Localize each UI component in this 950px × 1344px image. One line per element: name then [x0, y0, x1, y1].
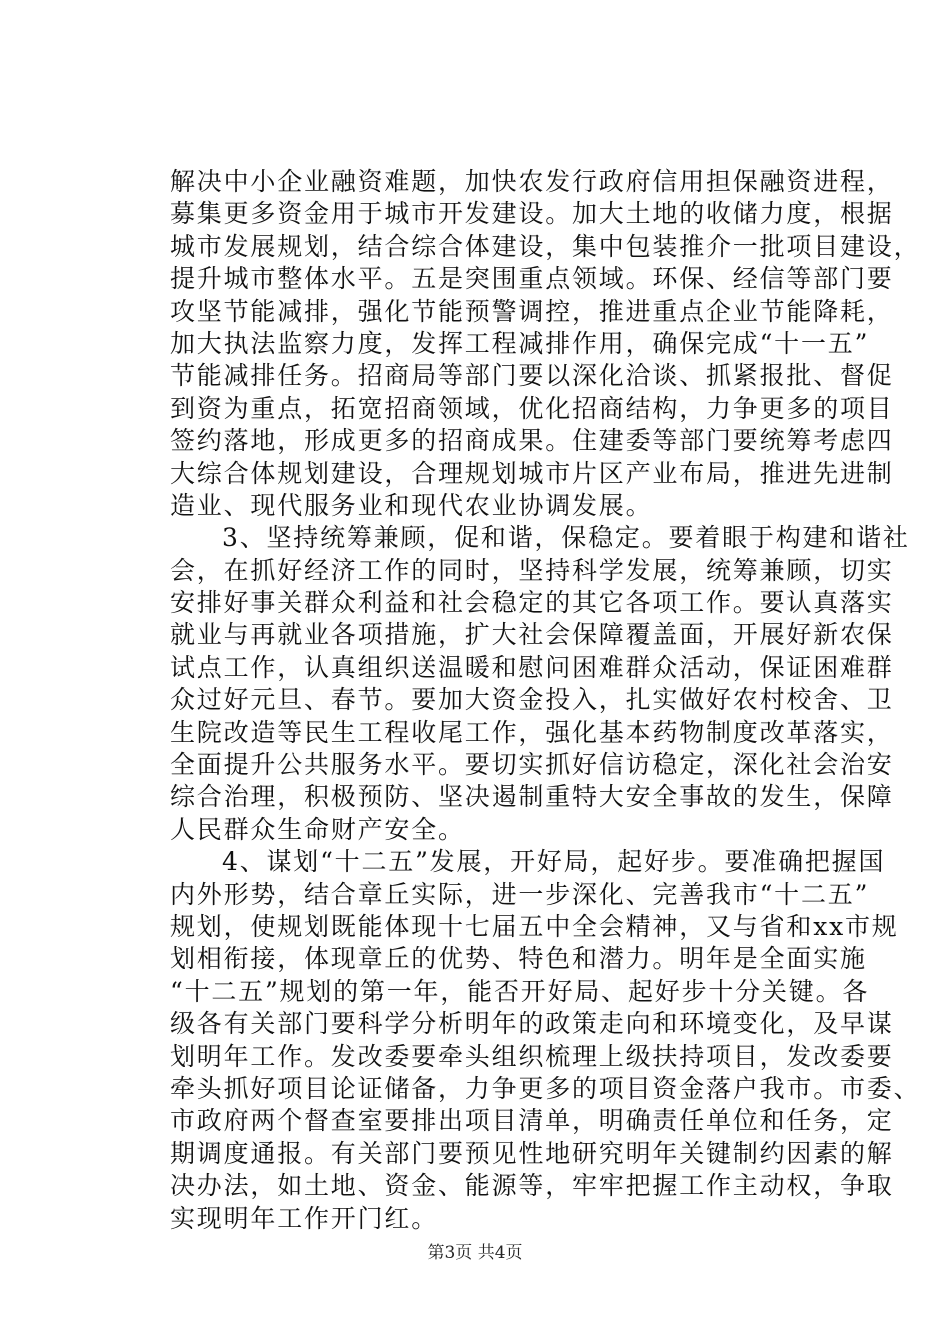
- text-line: 节能减排任务。招商局等部门要以深化洽谈、抓紧报批、督促: [170, 361, 894, 391]
- text-line: 解决中小企业融资难题，加快农发行政府信用担保融资进程，: [170, 167, 894, 196]
- text-line: 生院改造等民生工程收尾工作，强化基本药物制度改革落实，: [170, 717, 894, 747]
- text-line: 会，在抓好经济工作的同时，坚持科学发展，统筹兼顾，切实: [170, 555, 894, 585]
- text-line: 实现明年工作开门红。: [170, 1203, 439, 1233]
- text-line: 决办法，如土地、资金、能源等，牢牢把握工作主动权，争取: [170, 1171, 894, 1201]
- text-line: 划相衔接，体现章丘的优势、特色和潜力。明年是全面实施: [170, 944, 867, 974]
- text-line: 牵头抓好项目论证储备，力争更多的项目资金落户我市。市委、: [170, 1073, 921, 1103]
- text-line: “十二五”规划的第一年，能否开好局、起好步十分关键。各: [170, 976, 870, 1006]
- text-line: 就业与再就业各项措施，扩大社会保障覆盖面，开展好新农保: [170, 620, 894, 650]
- paragraph-start-line: 3、坚持统筹兼顾，促和谐，保稳定。要着眼于构建和谐社: [222, 523, 910, 553]
- text-line: 试点工作，认真组织送温暖和慰问困难群众活动，保证困难群: [170, 652, 894, 682]
- text-line: 城市发展规划，结合综合体建设，集中包装推介一批项目建设，: [170, 231, 921, 261]
- body-text: [170, 166, 921, 1235]
- text-line: 级各有关部门要科学分析明年的政策走向和环境变化，及早谋: [170, 1009, 894, 1039]
- text-line: 综合治理，积极预防、坚决遏制重特大安全事故的发生，保障: [170, 782, 894, 812]
- text-line: 加大执法监察力度，发挥工程减排作用，确保完成“十一五”: [170, 328, 870, 358]
- text-line: 划明年工作。发改委要牵头组织梳理上级扶持项目，发改委要: [170, 1041, 894, 1071]
- text-line: 到资为重点，拓宽招商领域，优化招商结构，力争更多的项目: [170, 393, 894, 423]
- text-line: 造业、现代服务业和现代农业协调发展。: [170, 490, 653, 520]
- text-line: 规划，使规划既能体现十七届五中全会精神，又与省和xx市规: [170, 911, 899, 941]
- paragraph-start-line: 4、谋划“十二五”发展，开好局，起好步。要准确把握国: [222, 847, 886, 877]
- text-line: 内外形势，结合章丘实际，进一步深化、完善我市“十二五”: [170, 879, 870, 909]
- text-line: 大综合体规划建设，合理规划城市片区产业布局，推进先进制: [170, 458, 894, 488]
- text-line: 募集更多资金用于城市开发建设。加大土地的收储力度，根据: [170, 199, 894, 229]
- text-line: 市政府两个督查室要排出项目清单，明确责任单位和任务，定: [170, 1106, 894, 1136]
- text-line: 全面提升公共服务水平。要切实抓好信访稳定，深化社会治安: [170, 750, 894, 780]
- text-line: 期调度通报。有关部门要预见性地研究明年关键制约因素的解: [170, 1138, 894, 1168]
- text-line: 安排好事关群众利益和社会稳定的其它各项工作。要认真落实: [170, 588, 894, 618]
- text-line: 提升城市整体水平。五是突围重点领域。环保、经信等部门要: [170, 264, 894, 294]
- page-number-footer: 第3页 共4页: [427, 1243, 523, 1263]
- text-line: 攻坚节能减排，强化节能预警调控，推进重点企业节能降耗，: [170, 296, 894, 326]
- text-line: 签约落地，形成更多的招商成果。住建委等部门要统筹考虑四: [170, 426, 894, 456]
- text-line: 人民群众生命财产安全。: [170, 814, 465, 844]
- text-line: 众过好元旦、春节。要加大资金投入，扎实做好农村校舍、卫: [170, 685, 894, 715]
